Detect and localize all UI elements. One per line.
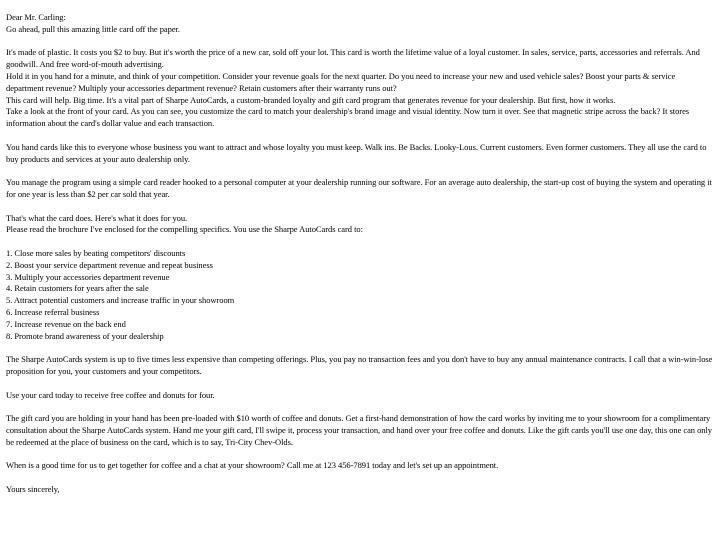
- paragraph-system-cost: The Sharpe AutoCards system is up to five times less expensive than competing offerings. Plus, you pay no transaction fees and you don't have to buy any annual maintenance contracts. I call that a win-win-lose proposition for you, your customers and your competitors.: [6, 354, 713, 376]
- paragraph-card-front: Take a look at the front of your card. As you can see, you customize the card to match your dealership's brand image and visual identity. Now turn it over. See that magnetic stripe across the back? It stores information about the card's dollar value and each transaction.: [6, 106, 690, 129]
- paragraph-gift-card: The gift card you are holding in your hand has been pre-loaded with $10 worth of coffee and donuts. Get a first-hand demonstration of how the card works by inviting me to your showroom for a complimentary consultation about the Sharpe AutoCards system. Hand me your gift card, I'll swipe it, process your transaction, and hand over your free coffee and donuts. Like the gift cards you'll use one day, this one can only be redeemed at the place of business on the card, which is to say, Tri-City Chev-Olds.: [6, 413, 712, 447]
- list-item: 8. Promote brand awareness of your dealership: [6, 330, 164, 341]
- paragraph-brochure: Please read the brochure I've enclosed for the compelling specifics. You use the Sharpe AutoCards card to:: [6, 224, 363, 235]
- opening-block: [6, 12, 714, 36]
- list-item: 2. Boost your service department revenue and repeat business: [6, 259, 213, 270]
- paragraph-hand-cards: You hand cards like this to everyone whose business you want to attract and whose loyalty you must keep. Walk ins. Be Backs. Looky-Lous. Current customers. Even former customers. They all use the card to buy products and services at your auto dealership only.: [6, 141, 707, 164]
- list-item: 6. Increase referral business: [6, 306, 100, 317]
- paragraph-manage-program: You manage the program using a simple card reader hooked to a personal computer at your dealership running our software. For an average auto dealership, the start-up cost of buying the system and operating it for one year is less than $2 per car sold that year.: [6, 177, 712, 199]
- paragraph-call-to-action: When is a good time for us to get together for coffee and a chat at your showroom? Call me at 123 456-7891 today and let's set up an appointment.: [6, 460, 499, 471]
- paragraph-card-worth: It's made of plastic. It costs you $2 to buy. But it's worth the price of a new car, sold off your lot. This card is worth the lifetime value of a loyal customer. In sales, service, parts, accessories and referrals. And goodwill. And free word-of-mouth advertising.: [6, 47, 700, 70]
- letter-body: [6, 12, 714, 507]
- paragraph-what-it-does: That's what the card does. Here's what it does for you.: [6, 212, 188, 223]
- closing: Yours sincerely,: [6, 483, 60, 494]
- list-item: 3. Multiply your accessories department revenue: [6, 271, 170, 282]
- intro-line: Go ahead, pull this amazing little card off the paper.: [6, 23, 180, 34]
- list-item: 4. Retain customers for years after the sale: [6, 283, 149, 294]
- paragraph-competition: Hold it in you hand for a minute, and think of your competition. Consider your revenue goals for the next quarter. Do you need to increase your new and used vehicle sales? Boost your parts & service department revenue? Multiply your accessories department revenue? Retain customers after their warranty runs out?: [6, 70, 676, 93]
- list-item: 5. Attract potential customers and increase traffic in your showroom: [6, 295, 235, 306]
- value-proposition-block: [6, 47, 714, 130]
- benefits-list: [6, 248, 714, 342]
- paragraph-card-helps: This card will help. Big time. It's a vital part of Sharpe AutoCards, a custom-branded loyalty and gift card program that generates revenue for your dealership. But first, how it works.: [6, 94, 616, 105]
- list-item: 7. Increase revenue on the back end: [6, 318, 126, 329]
- paragraph-use-today: Use your card today to receive free coffee and donuts for four.: [6, 389, 215, 400]
- list-item: 1. Close more sales by beating competitors' discounts: [6, 247, 186, 258]
- salutation: Dear Mr. Carling:: [6, 12, 66, 22]
- what-card-does-block: [6, 213, 714, 237]
